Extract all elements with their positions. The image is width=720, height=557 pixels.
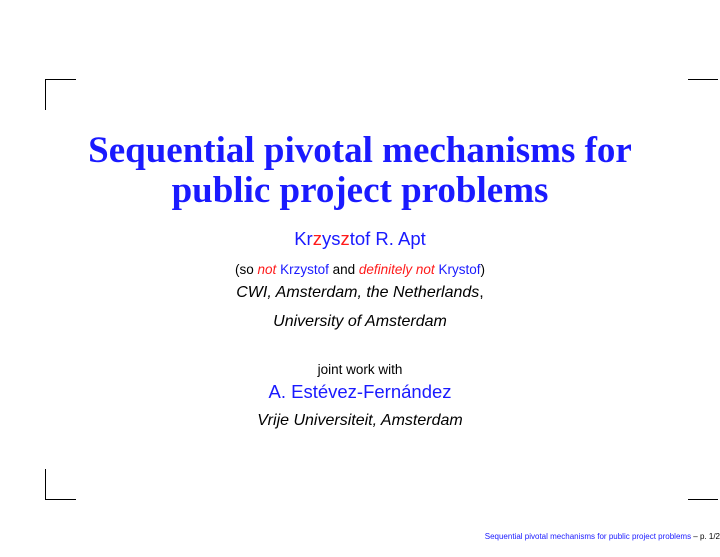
slide-title-line-2: public project problems (171, 170, 549, 211)
frame-corner-bottom-left (45, 469, 76, 500)
note-name-krystof: Krystof (438, 262, 481, 277)
frame-corner-top-right (688, 79, 718, 110)
slide-footer (485, 532, 720, 541)
note-name-krzystof: Krzystof (280, 262, 329, 277)
note-text: (so (235, 262, 258, 277)
author-part: tof R. Apt (349, 228, 426, 249)
affiliation-comma: , (479, 284, 484, 301)
coauthor-name: A. Estévez-Fernández (268, 381, 452, 402)
affiliation-uva: University of Amsterdam (273, 313, 447, 330)
author-highlight-z: z (312, 228, 322, 249)
note-text: and (328, 262, 359, 277)
note-not: not (257, 262, 277, 277)
note-definitely-not: definitely not (358, 262, 435, 277)
slide-title (0, 131, 720, 211)
slide-title-line-1: Sequential pivotal mechanisms for (88, 130, 632, 171)
frame-corner-bottom-right (688, 469, 718, 500)
author-highlight-z: z (340, 228, 350, 249)
affiliation-cwi-text: CWI, Amsterdam, the Netherlands (236, 284, 480, 301)
footer-title: Sequential pivotal mechanisms for public project problems (484, 532, 692, 541)
name-note (0, 262, 720, 277)
coauthor-affiliation: Vrije Universiteit, Amsterdam (257, 412, 463, 429)
author-part: ys (321, 228, 341, 249)
frame-corner-top-left (45, 79, 76, 110)
author-part: Kr (294, 228, 313, 249)
author-name (0, 228, 720, 250)
joint-work-label: joint work with (317, 362, 403, 377)
affiliation-cwi (0, 284, 720, 302)
note-text: ) (480, 262, 485, 277)
footer-page-number: – p. 1/2 (691, 532, 720, 541)
